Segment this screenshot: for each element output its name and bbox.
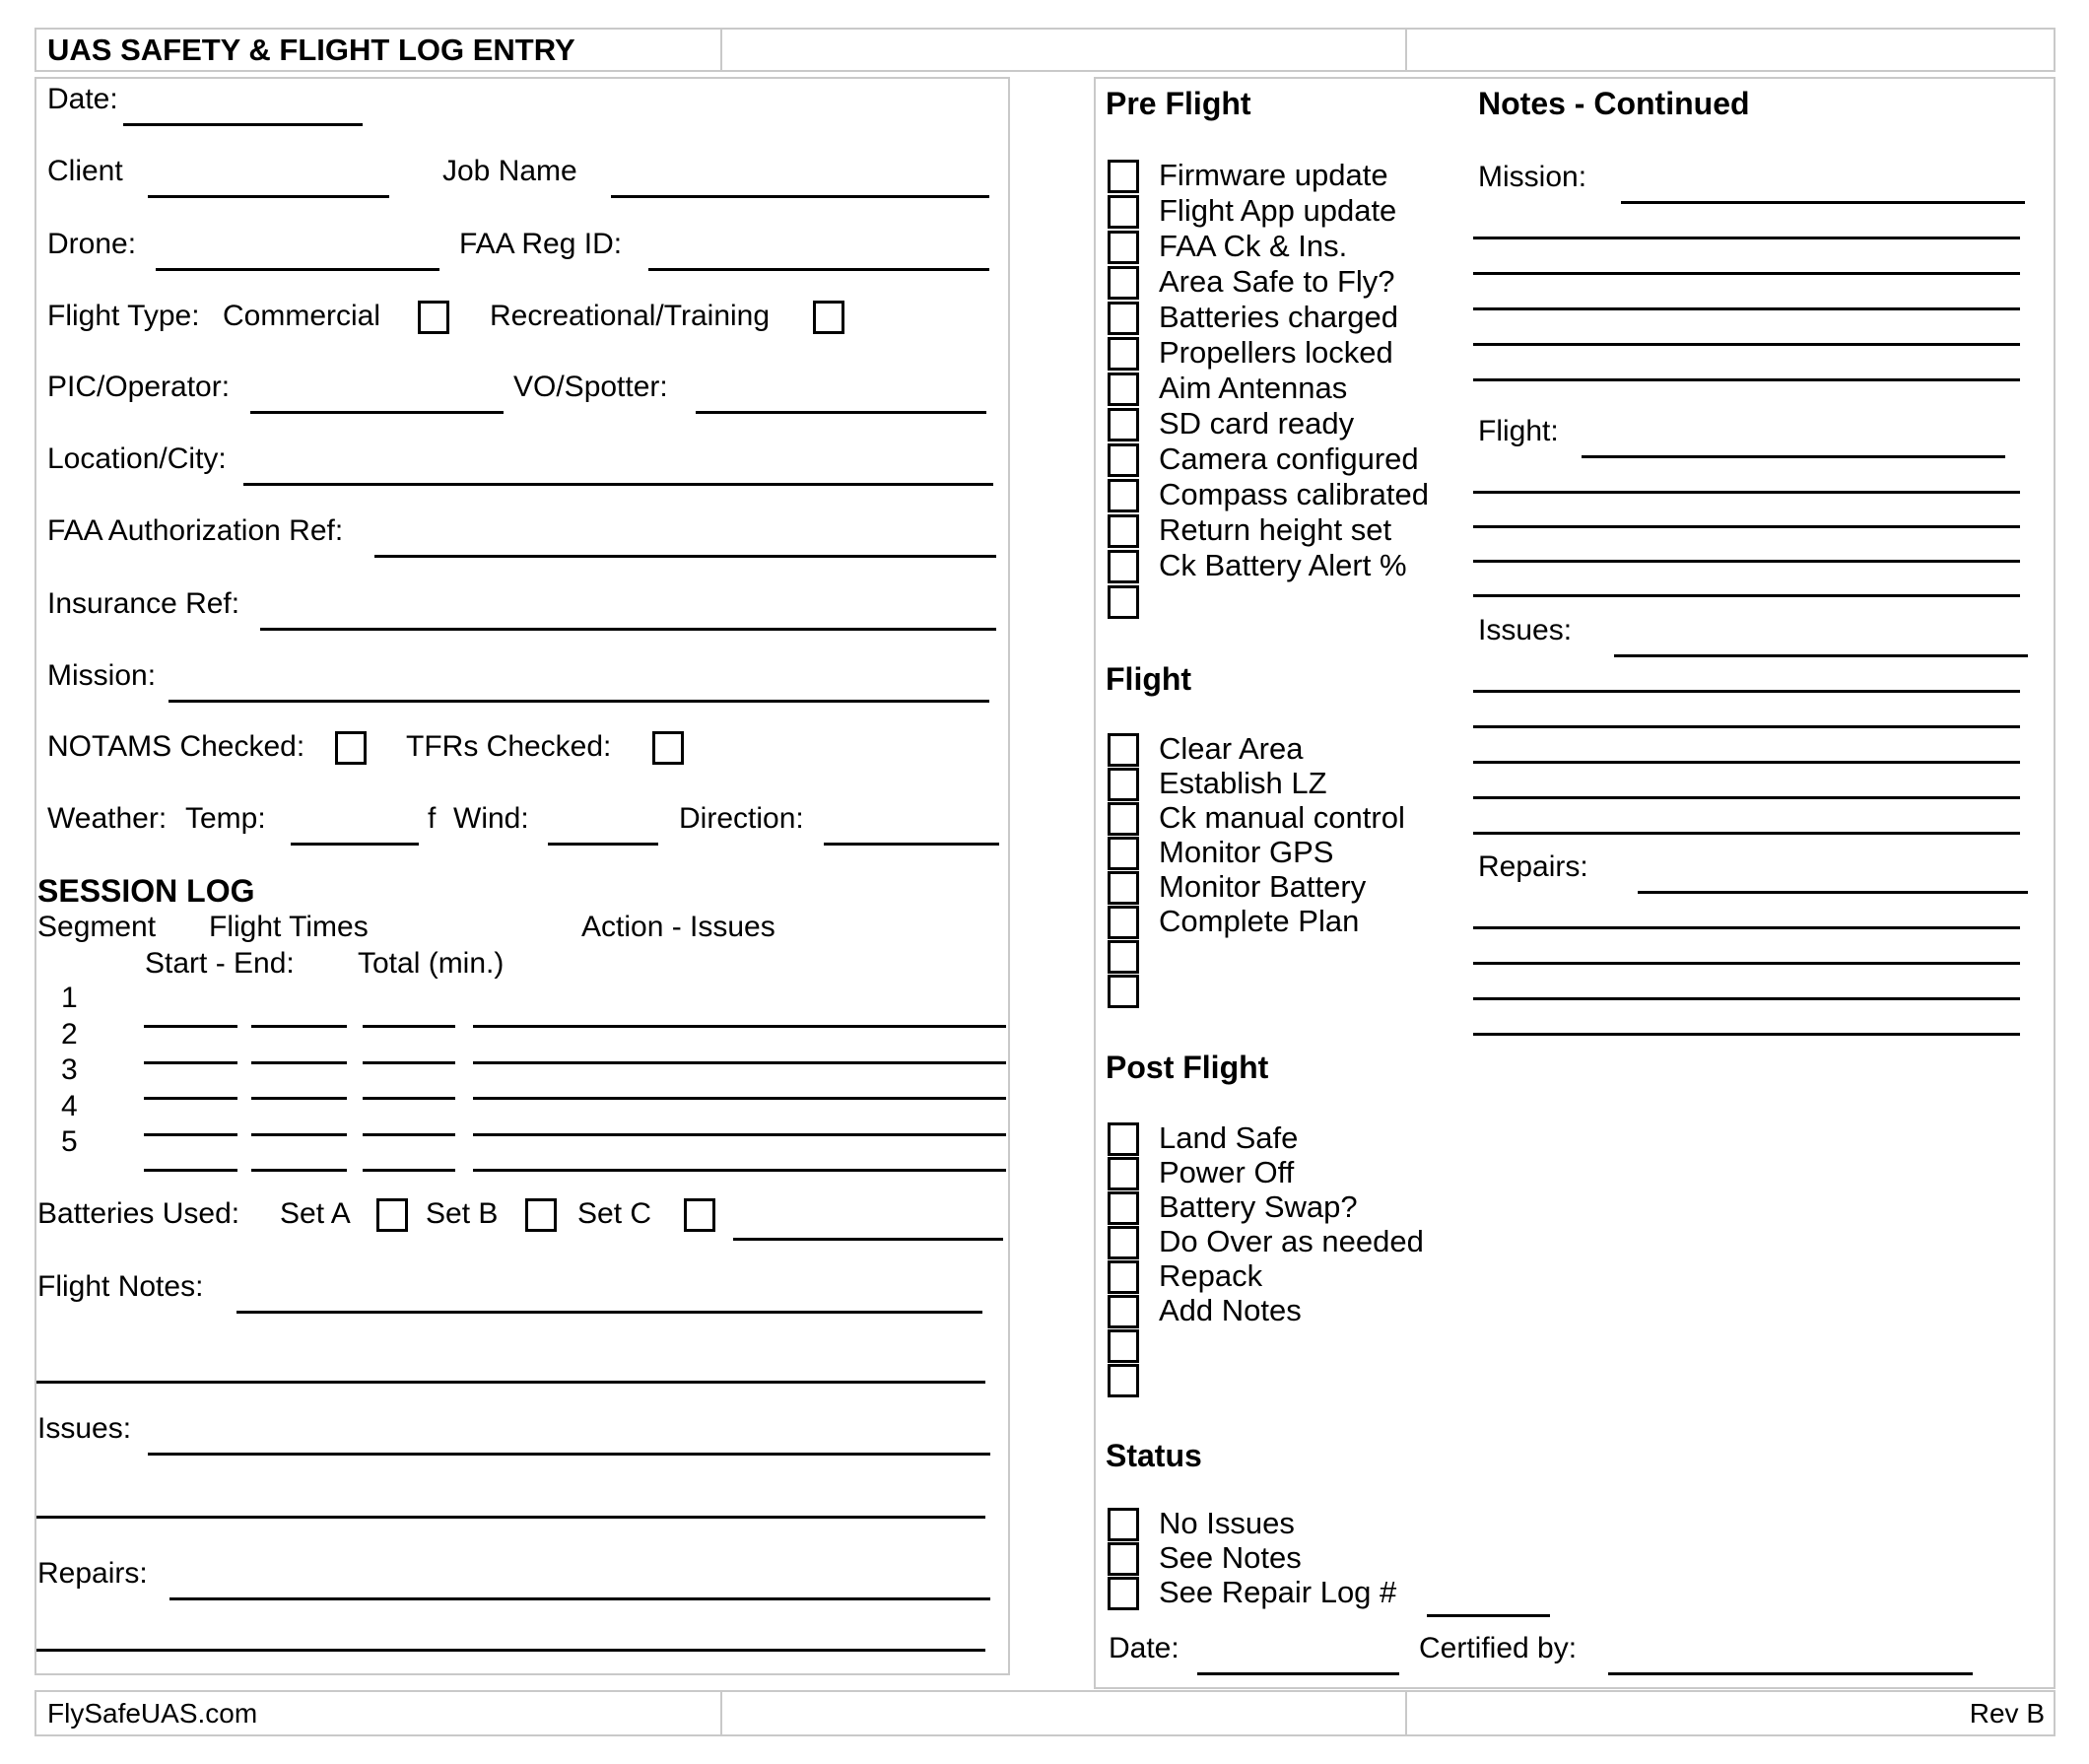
session-row-number: 1 <box>61 982 78 1014</box>
set-c-checkbox[interactable] <box>684 1198 715 1232</box>
post-flight-checkbox-extra-2[interactable] <box>1108 1364 1139 1397</box>
notes-mission-line[interactable] <box>1473 378 2020 381</box>
pre-flight-item-aim-antennas: Aim Antennas <box>1159 371 1348 405</box>
flight-checkbox-4[interactable] <box>1108 871 1139 905</box>
status-item-no-issues: No Issues <box>1159 1506 1295 1540</box>
repair-log-number-blank[interactable] <box>1427 1614 1550 1617</box>
session-1-start-blank[interactable] <box>144 1025 237 1028</box>
notes-issues-line[interactable] <box>1473 690 2020 693</box>
post-flight-checkbox-2[interactable] <box>1108 1191 1139 1225</box>
flight-checkbox-5[interactable] <box>1108 906 1139 939</box>
drone-blank[interactable] <box>156 268 439 271</box>
post-flight-title: Post Flight <box>1106 1050 1269 1085</box>
cert-date-blank[interactable] <box>1197 1672 1399 1675</box>
pre-flight-checkbox-10[interactable] <box>1108 514 1139 548</box>
pre-flight-item-batteries-charged: Batteries charged <box>1159 300 1398 334</box>
pre-flight-checkbox-11[interactable] <box>1108 550 1139 583</box>
pre-flight-item-return-height-set: Return height set <box>1159 512 1392 547</box>
notes-repairs-line[interactable] <box>1473 997 2020 1000</box>
flight-checkbox-1[interactable] <box>1108 768 1139 801</box>
certified-by-blank[interactable] <box>1608 1672 1973 1675</box>
pre-flight-checkbox-9[interactable] <box>1108 479 1139 512</box>
notes-repairs-line[interactable] <box>1473 1033 2020 1036</box>
pre-flight-checkbox-8[interactable] <box>1108 443 1139 477</box>
session-3-end-blank[interactable] <box>251 1097 347 1100</box>
session-4-total-blank[interactable] <box>363 1133 455 1136</box>
wind-label: Wind: <box>453 802 529 835</box>
notes-flight-line[interactable] <box>1473 560 2020 563</box>
set-a-label: Set A <box>280 1197 351 1230</box>
pre-flight-item-area-safe: Area Safe to Fly? <box>1159 264 1395 299</box>
page-title: UAS SAFETY & FLIGHT LOG ENTRY <box>47 33 575 67</box>
session-1-action-blank[interactable] <box>473 1025 1006 1028</box>
session-5-end-blank[interactable] <box>251 1169 347 1172</box>
post-flight-checkbox-0[interactable] <box>1108 1122 1139 1156</box>
session-3-start-blank[interactable] <box>144 1097 237 1100</box>
notes-continued-title: Notes - Continued <box>1478 86 1750 121</box>
pre-flight-item-firmware-update: Firmware update <box>1159 158 1388 192</box>
notes-flight-line[interactable] <box>1473 491 2020 494</box>
issues-label: Issues: <box>37 1412 132 1445</box>
notes-issues-line[interactable] <box>1473 725 2020 728</box>
client-label: Client <box>47 155 123 187</box>
direction-blank[interactable] <box>824 843 999 846</box>
post-flight-checkbox-1[interactable] <box>1108 1157 1139 1190</box>
recreational-label: Recreational/Training <box>490 300 771 332</box>
total-min-column-header: Total (min.) <box>358 947 505 980</box>
tfrs-checkbox[interactable] <box>652 731 684 765</box>
session-row-number: 5 <box>61 1125 78 1158</box>
pre-flight-checkbox-0[interactable] <box>1108 160 1139 193</box>
job-name-label: Job Name <box>442 155 577 187</box>
cert-date-label: Date: <box>1109 1632 1179 1664</box>
pre-flight-item-flight-app-update: Flight App update <box>1159 193 1397 228</box>
flight-checkbox-0[interactable] <box>1108 733 1139 767</box>
date-blank[interactable] <box>123 123 363 126</box>
status-item-see-notes: See Notes <box>1159 1540 1302 1575</box>
notes-issues-label: Issues: <box>1478 614 1573 646</box>
notes-flight-line[interactable] <box>1473 594 2020 597</box>
commercial-checkbox[interactable] <box>418 301 449 334</box>
session-3-action-blank[interactable] <box>473 1097 1006 1100</box>
repairs-blank-line-2[interactable] <box>36 1649 985 1652</box>
session-log-title: SESSION LOG <box>37 873 255 909</box>
set-c-label: Set C <box>577 1197 652 1230</box>
notes-issues-blank[interactable] <box>1614 654 2028 657</box>
flight-checkbox-3[interactable] <box>1108 837 1139 870</box>
temp-blank[interactable] <box>291 843 419 846</box>
batteries-other-blank[interactable] <box>733 1238 1003 1241</box>
session-2-start-blank[interactable] <box>144 1061 237 1064</box>
session-1-total-blank[interactable] <box>363 1025 455 1028</box>
insurance-label: Insurance Ref: <box>47 587 240 620</box>
faa-auth-label: FAA Authorization Ref: <box>47 514 344 547</box>
notes-repairs-line[interactable] <box>1473 926 2020 929</box>
flight-type-label: Flight Type: <box>47 300 200 332</box>
tfrs-label: TFRs Checked: <box>406 730 612 763</box>
issues-blank-line-2[interactable] <box>36 1516 985 1519</box>
session-1-end-blank[interactable] <box>251 1025 347 1028</box>
wind-blank[interactable] <box>548 843 658 846</box>
repairs-label: Repairs: <box>37 1557 148 1590</box>
post-flight-item-battery-swap: Battery Swap? <box>1159 1189 1358 1224</box>
location-blank[interactable] <box>243 483 993 486</box>
pre-flight-checkbox-extra[interactable] <box>1108 585 1139 619</box>
certified-by-label: Certified by: <box>1419 1632 1578 1664</box>
flight-notes-blank[interactable] <box>236 1311 982 1314</box>
mission-label: Mission: <box>47 659 157 692</box>
notes-issues-line[interactable] <box>1473 761 2020 764</box>
footer-row-divider-1 <box>720 1692 722 1734</box>
pre-flight-checkbox-3[interactable] <box>1108 266 1139 300</box>
pre-flight-checkbox-7[interactable] <box>1108 408 1139 441</box>
flight-item-ck-manual-control: Ck manual control <box>1159 800 1405 835</box>
footer-revision: Rev B <box>1969 1698 2045 1729</box>
post-flight-checkbox-3[interactable] <box>1108 1226 1139 1259</box>
notes-repairs-blank[interactable] <box>1638 891 2028 894</box>
session-row-number: 3 <box>61 1053 78 1086</box>
flight-item-monitor-gps: Monitor GPS <box>1159 835 1334 869</box>
mission-blank[interactable] <box>168 700 989 703</box>
flight-item-establish-lz: Establish LZ <box>1159 766 1327 800</box>
pre-flight-item-propellers-locked: Propellers locked <box>1159 335 1393 370</box>
set-b-checkbox[interactable] <box>525 1198 557 1232</box>
notes-mission-blank[interactable] <box>1621 201 2025 204</box>
job-name-blank[interactable] <box>611 195 989 198</box>
post-flight-checkbox-extra-1[interactable] <box>1108 1329 1139 1363</box>
pre-flight-item-ck-battery-alert: Ck Battery Alert % <box>1159 548 1407 582</box>
post-flight-item-power-off: Power Off <box>1159 1155 1295 1189</box>
notes-mission-line[interactable] <box>1473 272 2020 275</box>
client-blank[interactable] <box>148 195 389 198</box>
post-flight-checkbox-4[interactable] <box>1108 1260 1139 1294</box>
pre-flight-item-faa-ck-ins: FAA Ck & Ins. <box>1159 229 1348 263</box>
pre-flight-title: Pre Flight <box>1106 86 1251 121</box>
drone-label: Drone: <box>47 228 137 260</box>
commercial-label: Commercial <box>223 300 381 332</box>
title-row-divider-2 <box>1405 30 1407 70</box>
session-4-end-blank[interactable] <box>251 1133 347 1136</box>
footer-website: FlySafeUAS.com <box>47 1698 258 1729</box>
notes-issues-line[interactable] <box>1473 832 2020 835</box>
session-2-end-blank[interactable] <box>251 1061 347 1064</box>
location-label: Location/City: <box>47 442 227 475</box>
set-b-label: Set B <box>426 1197 499 1230</box>
flight-title: Flight <box>1106 661 1192 697</box>
flight-times-column-header: Flight Times <box>209 911 369 943</box>
flight-checkbox-extra-2[interactable] <box>1108 975 1139 1008</box>
session-4-action-blank[interactable] <box>473 1133 1006 1136</box>
batteries-used-label: Batteries Used: <box>37 1197 240 1230</box>
vo-spotter-label: VO/Spotter: <box>513 371 668 403</box>
pre-flight-checkbox-6[interactable] <box>1108 373 1139 406</box>
faa-reg-blank[interactable] <box>648 268 989 271</box>
notes-issues-line[interactable] <box>1473 796 2020 799</box>
recreational-checkbox[interactable] <box>813 301 844 334</box>
post-flight-item-land-safe: Land Safe <box>1159 1120 1299 1155</box>
pre-flight-checkbox-2[interactable] <box>1108 231 1139 264</box>
notams-label: NOTAMS Checked: <box>47 730 305 763</box>
notes-flight-blank[interactable] <box>1582 455 2005 458</box>
notes-flight-line[interactable] <box>1473 525 2020 528</box>
status-checkbox-see-repair-log[interactable] <box>1108 1577 1139 1610</box>
flight-notes-blank-line-2[interactable] <box>36 1381 985 1384</box>
session-row-number: 4 <box>61 1090 78 1122</box>
session-4-start-blank[interactable] <box>144 1133 237 1136</box>
session-3-total-blank[interactable] <box>363 1097 455 1100</box>
pic-operator-label: PIC/Operator: <box>47 371 231 403</box>
pic-operator-blank[interactable] <box>250 411 504 414</box>
post-flight-item-repack: Repack <box>1159 1258 1263 1293</box>
footer-row <box>34 1690 2055 1736</box>
post-flight-checkbox-5[interactable] <box>1108 1295 1139 1328</box>
date-label: Date: <box>47 83 118 115</box>
flight-checkbox-2[interactable] <box>1108 802 1139 836</box>
notes-mission-label: Mission: <box>1478 161 1587 193</box>
flight-item-clear-area: Clear Area <box>1159 731 1304 766</box>
session-5-action-blank[interactable] <box>473 1169 1006 1172</box>
vo-spotter-blank[interactable] <box>696 411 986 414</box>
status-title: Status <box>1106 1438 1202 1473</box>
pre-flight-checkbox-4[interactable] <box>1108 302 1139 335</box>
start-end-column-header: Start - End: <box>145 947 295 980</box>
notes-mission-line[interactable] <box>1473 307 2020 310</box>
pre-flight-checkbox-1[interactable] <box>1108 195 1139 229</box>
notes-mission-line[interactable] <box>1473 237 2020 239</box>
segment-column-header: Segment <box>37 911 157 943</box>
pre-flight-checkbox-5[interactable] <box>1108 337 1139 371</box>
set-a-checkbox[interactable] <box>376 1198 408 1232</box>
action-issues-column-header: Action - Issues <box>581 911 775 943</box>
session-2-action-blank[interactable] <box>473 1061 1006 1064</box>
flight-notes-label: Flight Notes: <box>37 1270 204 1303</box>
post-flight-item-add-notes: Add Notes <box>1159 1293 1302 1327</box>
direction-label: Direction: <box>679 802 804 835</box>
faa-auth-blank[interactable] <box>374 555 996 558</box>
pre-flight-item-sd-card-ready: SD card ready <box>1159 406 1355 441</box>
pre-flight-item-compass-calibrated: Compass calibrated <box>1159 477 1429 511</box>
repairs-blank[interactable] <box>169 1597 990 1600</box>
status-item-see-repair-log: See Repair Log # <box>1159 1575 1397 1609</box>
pre-flight-item-camera-configured: Camera configured <box>1159 441 1419 476</box>
session-5-total-blank[interactable] <box>363 1169 455 1172</box>
flight-item-monitor-battery: Monitor Battery <box>1159 869 1367 904</box>
weather-label: Weather: <box>47 802 168 835</box>
notams-checkbox[interactable] <box>335 731 367 765</box>
status-checkbox-no-issues[interactable] <box>1108 1508 1139 1541</box>
session-5-start-blank[interactable] <box>144 1169 237 1172</box>
flight-checkbox-extra-1[interactable] <box>1108 940 1139 974</box>
title-row-divider-1 <box>720 30 722 70</box>
temp-label: Temp: <box>185 802 266 835</box>
notes-repairs-label: Repairs: <box>1478 850 1588 883</box>
post-flight-item-do-over: Do Over as needed <box>1159 1224 1424 1258</box>
flight-item-complete-plan: Complete Plan <box>1159 904 1360 938</box>
notes-mission-line[interactable] <box>1473 343 2020 346</box>
issues-blank[interactable] <box>148 1453 990 1456</box>
footer-row-divider-2 <box>1405 1692 1407 1734</box>
session-2-total-blank[interactable] <box>363 1061 455 1064</box>
status-checkbox-see-notes[interactable] <box>1108 1542 1139 1576</box>
notes-flight-label: Flight: <box>1478 415 1559 447</box>
insurance-blank[interactable] <box>260 628 996 631</box>
session-row-number: 2 <box>61 1018 78 1051</box>
temp-unit-label: f <box>428 802 437 835</box>
notes-repairs-line[interactable] <box>1473 962 2020 965</box>
faa-reg-label: FAA Reg ID: <box>459 228 623 260</box>
